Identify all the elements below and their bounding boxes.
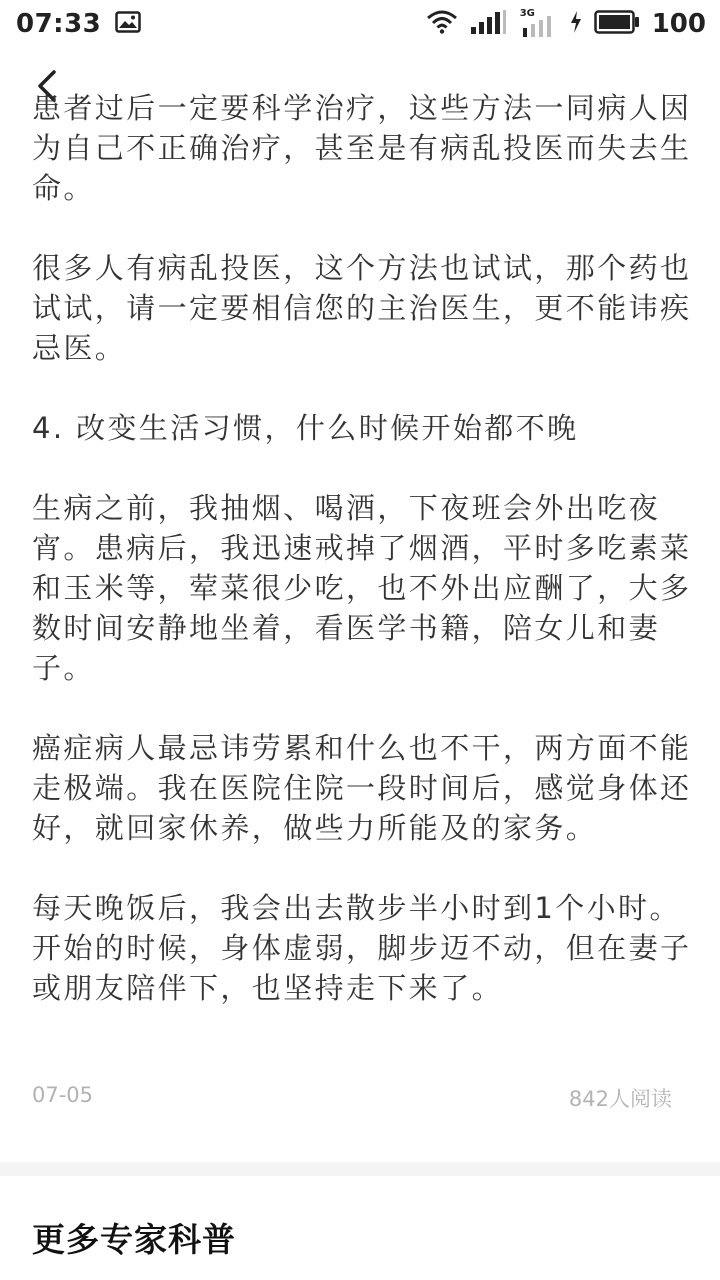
article-paragraph: 每天晚饭后，我会出去散步半小时到1个小时。开始的时候，身体虚弱，脚步迈不动，但在妻子或朋友陪伴下，也坚持走下来了。 [32, 891, 692, 1005]
article-body [0, 91, 720, 1180]
article-paragraph: 患者过后一定要科学治疗，这些方法一同病人因为自己不正确治疗，甚至是有病乱投医而失去生命。 [32, 91, 692, 205]
article-meta [32, 1083, 672, 1113]
article-heading: 4. 改变生活习惯，什么时候开始都不晚 [32, 411, 579, 445]
signal-icon [470, 10, 508, 38]
more-section-title: 更多专家科普 [32, 1220, 236, 1259]
battery-level: 100 [651, 9, 706, 39]
article-paragraph: 生病之前，我抽烟、喝酒，下夜班会外出吃夜宵。患病后，我迅速戒掉了烟酒，平时多吃素菜和玉米等，荤菜很少吃，也不外出应酬了，大多数时间安静地坐着，看医学书籍，陪女儿和妻子。 [32, 491, 692, 685]
status-left [16, 9, 141, 39]
charging-icon [570, 11, 582, 37]
image-icon [115, 11, 141, 37]
section-divider [0, 1162, 720, 1176]
signal-3g-icon [519, 8, 558, 37]
article-paragraph: 癌症病人最忌讳劳累和什么也不干，两方面不能走极端。我在医院住院一段时间后，感觉身体还好，就回家休养，做些力所能及的家务。 [32, 731, 692, 845]
status-time: 07:33 [16, 9, 102, 39]
wifi-icon [426, 10, 458, 38]
article-content [32, 88, 692, 1048]
status-right [426, 9, 706, 39]
read-count: 842人阅读 [568, 1087, 672, 1111]
network-label: 3G [519, 8, 535, 19]
status-bar [0, 0, 720, 48]
battery-icon [594, 10, 640, 38]
article-paragraph: 很多人有病乱投医，这个方法也试试，那个药也试试，请一定要相信您的主治医生，更不能讳疾忌医。 [32, 251, 692, 365]
publish-date: 07-05 [32, 1083, 94, 1107]
